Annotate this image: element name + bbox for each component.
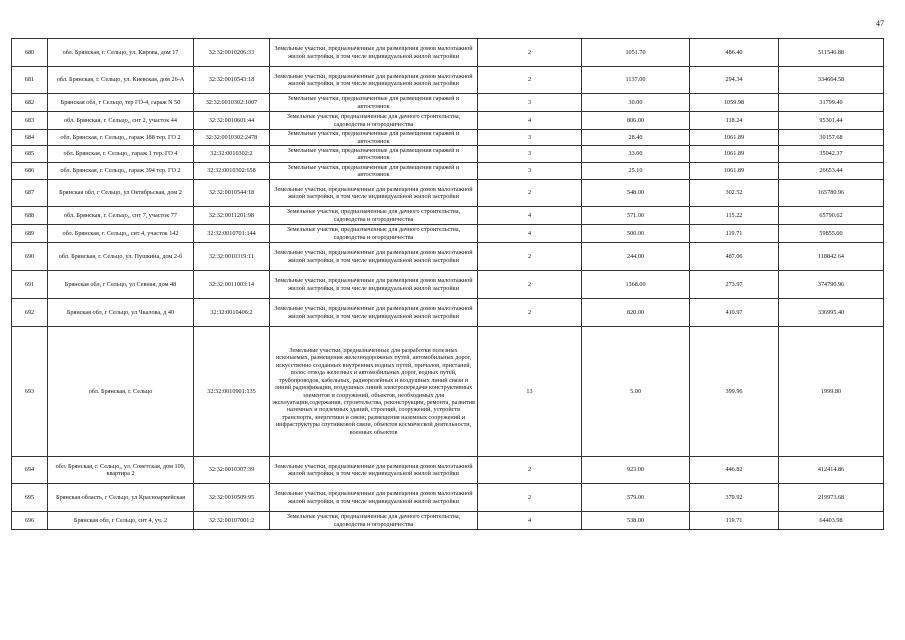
cadastral-number-cell: 32:32:0010509:95 xyxy=(194,484,270,512)
area-cell: 1368.00 xyxy=(582,271,690,299)
table-row xyxy=(12,225,884,243)
row-number: 692 xyxy=(12,299,48,327)
cadastral-value-cell: 1999.80 xyxy=(779,327,884,457)
cadastral-value-cell: 65790.62 xyxy=(779,207,884,225)
use-code-cell: 2 xyxy=(478,299,582,327)
table-row xyxy=(12,207,884,225)
land-use-cell: Земельные участки, предназначенные для размещения домов малоэтажной жилой застройки, в том числе индивидуальной жилой застройки xyxy=(270,271,478,299)
table-row xyxy=(12,327,884,457)
cadastral-number-cell: 32:32:0010319:11 xyxy=(194,243,270,271)
address-cell: обл. Брянская, г. Сельцо,, снт 4, участок 142 xyxy=(48,225,194,243)
row-number: 680 xyxy=(12,39,48,67)
address-cell: обл. Брянская, г. Сельцо,, гараж 394 тер. ГО 2 xyxy=(48,163,194,180)
table-row xyxy=(12,271,884,299)
cadastral-number-cell: 32:32:0011003:14 xyxy=(194,271,270,299)
row-number: 691 xyxy=(12,271,48,299)
land-use-cell: Земельные участки, предназначенные для размещения домов малоэтажной жилой застройки, в том числе индивидуальной жилой застройки xyxy=(270,180,478,207)
land-use-cell: Земельные участки, предназначенные для дачного строительства, садоводства и огородничества xyxy=(270,512,478,530)
row-number: 682 xyxy=(12,94,48,112)
cadastral-number-cell: 32:32:0010302:1007 xyxy=(194,94,270,112)
cadastral-value-cell: 26653.44 xyxy=(779,163,884,180)
rate-cell: 1061.89 xyxy=(690,163,779,180)
use-code-cell: 4 xyxy=(478,225,582,243)
area-cell: 1051.70 xyxy=(582,39,690,67)
table-row xyxy=(12,457,884,484)
land-use-cell: Земельные участки, предназначенные для размещения домов малоэтажной жилой застройки, в том числе индивидуальной жилой застройки xyxy=(270,243,478,271)
cadastral-number-cell: 32:32:0011201:98 xyxy=(194,207,270,225)
land-use-cell: Земельные участки, предназначенные для размещения домов малоэтажной жилой застройки, в том числе индивидуальной жилой застройки xyxy=(270,39,478,67)
cadastral-number-cell: 32:32:0010544:18 xyxy=(194,180,270,207)
cadastral-number-cell: 32:32:0010901:135 xyxy=(194,327,270,457)
area-cell: 25.10 xyxy=(582,163,690,180)
area-cell: 1137.00 xyxy=(582,67,690,94)
use-code-cell: 3 xyxy=(478,163,582,180)
use-code-cell: 3 xyxy=(478,146,582,163)
cadastral-value-cell: 165780.96 xyxy=(779,180,884,207)
use-code-cell: 2 xyxy=(478,39,582,67)
rate-cell: 487.06 xyxy=(690,243,779,271)
cadastral-number-cell: 32:32:0010206:33 xyxy=(194,39,270,67)
address-cell: Брянская обл, г Сельцо, ул Чкалова, д 40 xyxy=(48,299,194,327)
cadastral-number-cell: 32:32:00107001:2 xyxy=(194,512,270,530)
row-number: 689 xyxy=(12,225,48,243)
rate-cell: 119.71 xyxy=(690,512,779,530)
area-cell: 820.00 xyxy=(582,299,690,327)
area-cell: 244.00 xyxy=(582,243,690,271)
rate-cell: 118.24 xyxy=(690,112,779,130)
row-number: 685 xyxy=(12,146,48,163)
use-code-cell: 2 xyxy=(478,271,582,299)
use-code-cell: 13 xyxy=(478,327,582,457)
cadastral-number-cell: 32:32:0010302:2478 xyxy=(194,130,270,146)
cadastral-number-cell: 32:32:0010302:2 xyxy=(194,146,270,163)
area-cell: 33.00 xyxy=(582,146,690,163)
rate-cell: 115.22 xyxy=(690,207,779,225)
use-code-cell: 4 xyxy=(478,512,582,530)
use-code-cell: 4 xyxy=(478,112,582,130)
rate-cell: 379.92 xyxy=(690,484,779,512)
land-use-cell: Земельные участки, предназначенные для размещения домов малоэтажной жилой застройки, в том числе индивидуальной жилой застройки xyxy=(270,457,478,484)
cadastral-value-cell: 31799.40 xyxy=(779,94,884,112)
address-cell: Брянская область, г Сельцо, ул Красноармейская xyxy=(48,484,194,512)
cadastral-value-cell: 334664.58 xyxy=(779,67,884,94)
address-cell: обл. Брянская, г. Сельцо,, гараж 188 тер. ГО 2 xyxy=(48,130,194,146)
use-code-cell: 2 xyxy=(478,67,582,94)
land-use-cell: Земельные участки, предназначенные для разработки полезных ископаемых, размещения железнодорожных путей, автомобильных дорог, искусственно созданных внутренних водных путей, причалов, пристаней, полос отвода железных и автомобильных дорог, водных путей, трубопроводов, кабельных, радиорелейных и воздушных линий связи и линий радиофикации, воздушных линий электропередачи конструктивных элементов и сооружений, объектов, необходимых для эксплуатации,содержания, строительства, реконструкции, ремонта, развития наземных и подземных зданий, строений, сооружений, устройств транспорта, энергетики и связи; размещения наземных сооружений и инфраструктуры спутниковой связи, объектов космической деятельности, военных объектов xyxy=(270,327,478,457)
table-row xyxy=(12,39,884,67)
cadastral-value-cell: 64403.98 xyxy=(779,512,884,530)
row-number: 686 xyxy=(12,163,48,180)
land-use-cell: Земельные участки, предназначенные для размещения домов малоэтажной жилой застройки, в том числе индивидуальной жилой застройки xyxy=(270,67,478,94)
rate-cell: 1061.89 xyxy=(690,146,779,163)
use-code-cell: 2 xyxy=(478,457,582,484)
rate-cell: 1059.98 xyxy=(690,94,779,112)
row-number: 683 xyxy=(12,112,48,130)
cadastral-value-cell: 336995.40 xyxy=(779,299,884,327)
land-use-cell: Земельные участки, предназначенные для размещения гаражей и автостоянок xyxy=(270,130,478,146)
rate-cell: 119.71 xyxy=(690,225,779,243)
page-number: 47 xyxy=(876,19,884,28)
row-number: 690 xyxy=(12,243,48,271)
land-use-cell: Земельные участки, предназначенные для размещения гаражей и автостоянок xyxy=(270,163,478,180)
address-cell: обл. Брянская, г. Сельцо,, снт 7, участок 77 xyxy=(48,207,194,225)
land-use-cell: Земельные участки, предназначенные для размещения гаражей и автостоянок xyxy=(270,94,478,112)
address-cell: обл. Брянская, г. Сельцо,, снт 2, участок 44 xyxy=(48,112,194,130)
cadastral-number-cell: 32:32:0010307:39 xyxy=(194,457,270,484)
table-row xyxy=(12,94,884,112)
area-cell: 571.00 xyxy=(582,207,690,225)
row-number: 693 xyxy=(12,327,48,457)
table-row xyxy=(12,163,884,180)
row-number: 687 xyxy=(12,180,48,207)
land-registry-table xyxy=(11,38,884,530)
address-cell: обл. Брянская, г. Сельцо,, гараж 1 тер. ГО 4 xyxy=(48,146,194,163)
table-row xyxy=(12,67,884,94)
land-use-cell: Земельные участки, предназначенные для дачного строительства, садоводства и огородничества xyxy=(270,112,478,130)
use-code-cell: 3 xyxy=(478,94,582,112)
address-cell: обл. Брянская, г. Сельцо, ул. Кирова, дом 17 xyxy=(48,39,194,67)
cadastral-value-cell: 118842.64 xyxy=(779,243,884,271)
area-cell: 548.00 xyxy=(582,180,690,207)
table-row xyxy=(12,243,884,271)
rate-cell: 302.52 xyxy=(690,180,779,207)
address-cell: обл. Брянская, г. Сельцо xyxy=(48,327,194,457)
address-cell: обл. Брянская, г. Сельцо, ул. Киевская, дом 26-А xyxy=(48,67,194,94)
land-use-cell: Земельные участки, предназначенные для размещения гаражей и автостоянок xyxy=(270,146,478,163)
address-cell: обл. Брянская, г. Сельцо,, ул. Советская, дом 109, квартира 2 xyxy=(48,457,194,484)
address-cell: Брянская обл, г Сельцо, тер ГО-4, гараж N 50 xyxy=(48,94,194,112)
area-cell: 806.00 xyxy=(582,112,690,130)
land-use-cell: Земельные участки, предназначенные для дачного строительства, садоводства и огородничества xyxy=(270,207,478,225)
land-use-cell: Земельные участки, предназначенные для дачного строительства, садоводства и огородничества xyxy=(270,225,478,243)
rate-cell: 446.82 xyxy=(690,457,779,484)
rate-cell: 294.34 xyxy=(690,67,779,94)
area-cell: 538.00 xyxy=(582,512,690,530)
address-cell: Брянская обл, г Сельцо, снт 4, уч. 2 xyxy=(48,512,194,530)
address-cell: обл. Брянская, г. Сельцо, ул. Пушкина, дом 2-б xyxy=(48,243,194,271)
rate-cell: 273.97 xyxy=(690,271,779,299)
cadastral-value-cell: 30157.68 xyxy=(779,130,884,146)
use-code-cell: 3 xyxy=(478,130,582,146)
area-cell: 500.00 xyxy=(582,225,690,243)
cadastral-value-cell: 95301.44 xyxy=(779,112,884,130)
address-cell: Брянская обл, г Сельцо, ул Октябрьская, дом 2 xyxy=(48,180,194,207)
cadastral-value-cell: 35042.37 xyxy=(779,146,884,163)
cadastral-number-cell: 32:32:0010406:2 xyxy=(194,299,270,327)
use-code-cell: 4 xyxy=(478,207,582,225)
rate-cell: 410.97 xyxy=(690,299,779,327)
cadastral-value-cell: 59855.00 xyxy=(779,225,884,243)
use-code-cell: 2 xyxy=(478,243,582,271)
cadastral-value-cell: 374790.96 xyxy=(779,271,884,299)
use-code-cell: 2 xyxy=(478,484,582,512)
row-number: 696 xyxy=(12,512,48,530)
cadastral-value-cell: 219973.68 xyxy=(779,484,884,512)
land-use-cell: Земельные участки, предназначенные для размещения домов малоэтажной жилой застройки, в том числе индивидуальной жилой застройки xyxy=(270,299,478,327)
table-row xyxy=(12,484,884,512)
table-row xyxy=(12,512,884,530)
table-row xyxy=(12,299,884,327)
rate-cell: 486.40 xyxy=(690,39,779,67)
area-cell: 30.00 xyxy=(582,94,690,112)
cadastral-value-cell: 511546.88 xyxy=(779,39,884,67)
area-cell: 5.00 xyxy=(582,327,690,457)
cadastral-value-cell: 412414.86 xyxy=(779,457,884,484)
row-number: 695 xyxy=(12,484,48,512)
row-number: 684 xyxy=(12,130,48,146)
table-row xyxy=(12,130,884,146)
row-number: 681 xyxy=(12,67,48,94)
cadastral-number-cell: 32:32:0010543:18 xyxy=(194,67,270,94)
table-row xyxy=(12,112,884,130)
row-number: 688 xyxy=(12,207,48,225)
land-use-cell: Земельные участки, предназначенные для размещения домов малоэтажной жилой застройки, в том числе индивидуальной жилой застройки xyxy=(270,484,478,512)
cadastral-number-cell: 32:32:0010701:144 xyxy=(194,225,270,243)
cadastral-number-cell: 32:32:0010601:44 xyxy=(194,112,270,130)
table-row xyxy=(12,146,884,163)
area-cell: 923.00 xyxy=(582,457,690,484)
row-number: 694 xyxy=(12,457,48,484)
rate-cell: 1061.89 xyxy=(690,130,779,146)
address-cell: Брянская обл, г Сельцо, ул Севная, дом 48 xyxy=(48,271,194,299)
area-cell: 28.40 xyxy=(582,130,690,146)
table-row xyxy=(12,180,884,207)
cadastral-number-cell: 32:32:0010302:658 xyxy=(194,163,270,180)
use-code-cell: 2 xyxy=(478,180,582,207)
rate-cell: 399.96 xyxy=(690,327,779,457)
area-cell: 579.00 xyxy=(582,484,690,512)
